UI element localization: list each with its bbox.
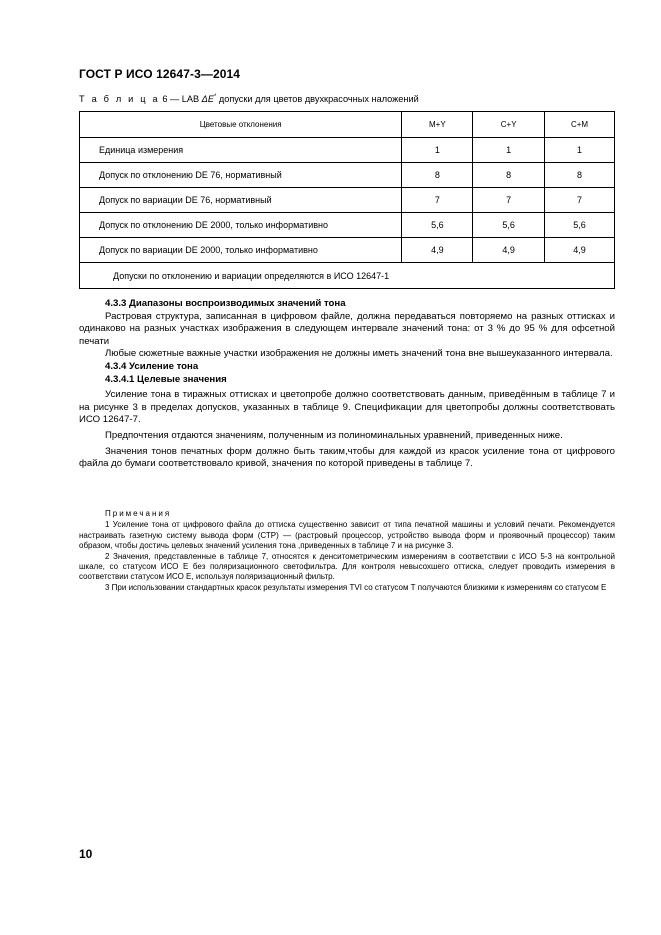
table-cell: 4,9	[402, 238, 473, 263]
note-item: 3 При использовании стандартных красок результаты измерения TVI со статусом Т получаются близкими к измерениям со статусом Е	[105, 582, 607, 592]
note-item: 1 Усиление тона от цифрового файла до оттиска существенно зависит от типа печатной машины и условий печати. Рекомендуется настраивать газетную систему вывода форм (СТР) — (растровый процессор, устройство вывода форм и проявочный процессор) таким образом, чтобы достичь целевых значений усиления тона ,приведенных в таблице 7 и на рисунке 3.	[79, 520, 615, 551]
column-header: C+M	[545, 112, 615, 138]
table-cell: 5,6	[473, 213, 545, 238]
table-cell: 8	[402, 163, 473, 188]
table-cell: 7	[545, 188, 615, 213]
table-caption-rest: допуски для цветов двухкрасочных наложений	[216, 94, 419, 105]
paragraph: Значения тонов печатных форм должно быть таким,чтобы для каждой из красок усиление тона от цифрового файла до бумаги соответствовало кривой, значения по которой приведены в таблице 7.	[79, 445, 615, 470]
paragraph: Усиление тона в тиражных оттисках и цветопробе должно соответствовать данным, приведённым в таблице 7 и на рисунке 3 в пределах допусков, указанных в таблице 9. Спецификации для цветопробы должны соответствовать ИСО 12647-7.	[79, 389, 615, 426]
paragraph: Предпочтения отдаются значениям, полученным из полиноминальных уравнений, приведенных ниже.	[105, 429, 563, 441]
row-label: Допуск по отклонению DE 2000, только информативно	[80, 213, 402, 238]
table-cell: 5,6	[545, 213, 615, 238]
table-cell: 1	[473, 138, 545, 163]
row-label: Допуск по вариации DE 2000, только информативно	[80, 238, 402, 263]
table-row	[80, 188, 615, 213]
table-cell: 4,9	[545, 238, 615, 263]
table-row	[80, 238, 615, 263]
column-header: Цветовые отклонения	[80, 112, 402, 138]
page-number: 10	[79, 847, 93, 861]
section-heading-4-3-4: 4.3.4 Усиление тона	[105, 360, 199, 372]
document-header: ГОСТ Р ИСО 12647-3—2014	[79, 67, 241, 81]
notes-block	[79, 509, 615, 593]
table-cell: 1	[402, 138, 473, 163]
tolerance-table	[79, 111, 615, 289]
paragraph: Растровая структура, записанная в цифровом файле, должна передаваться повторяемо на разных оттисках и одинаково на разных участках изображения в следующем интервале значений тона: от 3 % до 95 % для офсетной печати	[79, 310, 615, 347]
table-cell: 7	[473, 188, 545, 213]
table-footnote: Допуски по отклонению и вариации определяются в ИСО 12647-1	[80, 263, 615, 289]
paragraph: Любые сюжетные важные участки изображения не должны иметь значений тона вне вышеуказанного интервала.	[105, 348, 613, 360]
section-heading-4-3-3: 4.3.3 Диапазоны воспроизводимых значений тона	[105, 298, 346, 309]
note-item: 2 Значения, представленные в таблице 7, относятся к денситометрическим измерениям в соответствии с ИСО 5-3 на контрольной шкале, со статусом ИСО Е без поляризационного светофильтра. Для контроля невысохшего оттиска, следует проводить измерения в соответствии статусом ИСО Е, используя поляризационный фильтр.	[79, 551, 615, 582]
row-label: Единица измерения	[80, 138, 402, 163]
table-cell: 4,9	[473, 238, 545, 263]
table-cell: 5,6	[402, 213, 473, 238]
table-row	[80, 138, 615, 163]
body-text	[79, 298, 615, 471]
table-cell: 8	[473, 163, 545, 188]
row-label: Допуск по вариации DE 76, нормативный	[80, 188, 402, 213]
table-caption-sup: *	[213, 94, 217, 100]
table-row	[80, 213, 615, 238]
table-caption-delta: ΔE	[201, 94, 214, 105]
table-caption	[79, 94, 419, 104]
table-footnote-row	[80, 263, 615, 289]
column-header: M+Y	[402, 112, 473, 138]
table-header-row	[80, 112, 615, 138]
notes-title: Примечания	[105, 509, 172, 518]
table-cell: 1	[545, 138, 615, 163]
column-header: C+Y	[473, 112, 545, 138]
table-row	[80, 163, 615, 188]
table-caption-number: 6 — LAB	[162, 94, 202, 105]
table-cell: 7	[402, 188, 473, 213]
table-cell: 8	[545, 163, 615, 188]
table-caption-prefix: Т а б л и ц а	[79, 94, 160, 105]
row-label: Допуск по отклонению DE 76, нормативный	[80, 163, 402, 188]
section-heading-4-3-4-1: 4.3.4.1 Целевые значения	[105, 373, 227, 385]
